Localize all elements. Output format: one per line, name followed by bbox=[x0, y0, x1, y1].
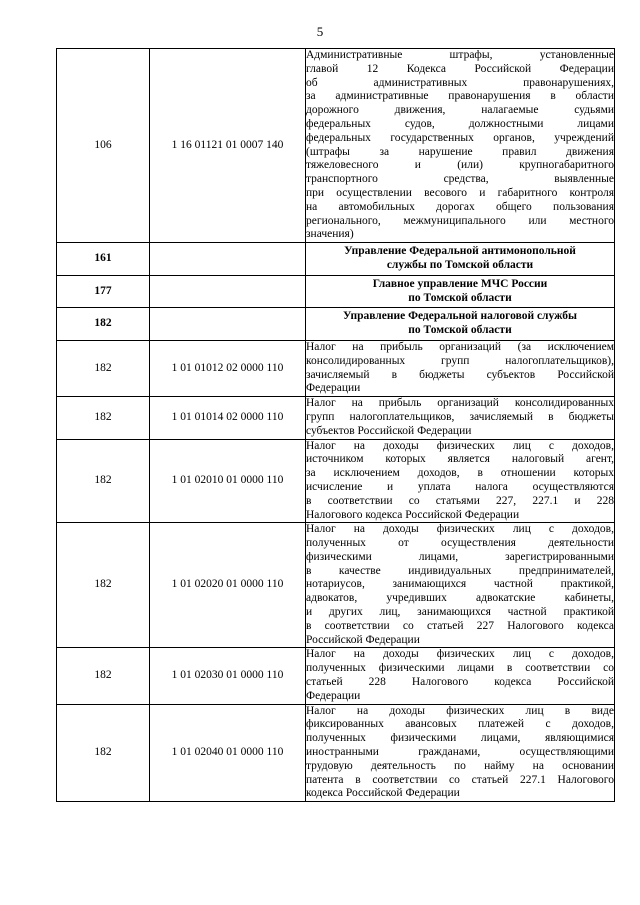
table-section-row bbox=[57, 308, 615, 341]
table-row bbox=[57, 397, 615, 439]
revenue-name-line: исчисление и уплата налога осуществляются bbox=[306, 480, 614, 493]
table-row bbox=[57, 439, 615, 523]
revenue-name-line: Административные штрафы, установленные bbox=[306, 49, 614, 61]
revenue-name-line: федеральных судов, должностными лицами bbox=[306, 117, 614, 130]
admin-code-cell: 182 bbox=[57, 704, 150, 802]
table-section-row bbox=[57, 275, 615, 308]
table-row bbox=[57, 340, 615, 396]
revenue-name-cell bbox=[306, 397, 615, 439]
revenue-name-line: в соответствии со статьей 227 Налогового кодекса bbox=[306, 619, 614, 632]
revenue-name-line: транспортного средства, выявленные bbox=[306, 173, 614, 186]
admin-code-cell: 182 bbox=[57, 439, 150, 523]
budget-class-code-cell: 1 01 02040 01 0000 110 bbox=[150, 704, 306, 802]
revenue-name-line: физическими лицами, зарегистрированными bbox=[306, 550, 614, 563]
admin-code-cell: 106 bbox=[57, 49, 150, 243]
revenue-name-line: значения) bbox=[306, 228, 354, 241]
table-row bbox=[57, 49, 615, 243]
revenue-name-line: источником которых является налоговый агент, bbox=[306, 453, 614, 466]
revenue-name-line: патента в соответствии со статьей 227.1 Налогового bbox=[306, 773, 614, 786]
revenue-name-line: фиксированных авансовых платежей с доходов, bbox=[306, 718, 614, 731]
revenue-name-line: при осуществлении весового и габаритного контроля bbox=[306, 186, 614, 199]
revenue-name-cell bbox=[306, 523, 615, 648]
revenue-name-line: адвокатов, учредивших адвокатские кабинеты, bbox=[306, 592, 614, 605]
revenue-name-cell bbox=[306, 340, 615, 396]
revenue-name-line: за административные правонарушения в области bbox=[306, 90, 614, 103]
revenue-name-line: Налог на доходы физических лиц с доходов, bbox=[306, 523, 614, 536]
revenue-name-cell bbox=[306, 49, 615, 243]
revenue-name-line: (штрафы за нарушение правил движения bbox=[306, 145, 614, 158]
budget-class-code-cell bbox=[150, 308, 306, 341]
revenue-name-line: Налог на доходы физических лиц с доходов, bbox=[306, 439, 614, 452]
budget-class-code-cell: 1 01 02010 01 0000 110 bbox=[150, 439, 306, 523]
revenue-name-line: иностранными гражданами, осуществляющими bbox=[306, 746, 614, 759]
revenue-name-line: об административных правонарушениях, bbox=[306, 76, 614, 89]
table-row bbox=[57, 523, 615, 648]
revenue-name-line: групп налогоплательщиков, зачисляемый в бюджеты bbox=[306, 410, 614, 423]
revenue-name-line: по Томской области bbox=[408, 291, 512, 304]
admin-code-cell: 182 bbox=[57, 648, 150, 704]
revenue-name-line: в соответствии со статьями 227, 227.1 и 228 bbox=[306, 494, 614, 507]
revenue-name-cell bbox=[306, 439, 615, 523]
admin-code-cell: 182 bbox=[57, 397, 150, 439]
revenue-name-line: Налог на доходы физических лиц в виде bbox=[306, 704, 614, 717]
revenue-name-line: Налогового кодекса Российской Федерации bbox=[306, 508, 520, 521]
revenue-name-line: за исключением доходов, в отношении которых bbox=[306, 467, 614, 480]
budget-class-code-cell: 1 01 01012 02 0000 110 bbox=[150, 340, 306, 396]
admin-code-cell: 161 bbox=[57, 243, 150, 276]
revenue-name-line: полученных от осуществления деятельности bbox=[306, 537, 614, 550]
revenue-name-line: службы по Томской области bbox=[386, 258, 534, 271]
revenue-name-line: регионального, межмуниципального или местного bbox=[306, 214, 614, 227]
revenue-name-line: трудовую деятельность по найму на основании bbox=[306, 759, 614, 772]
budget-class-code-cell bbox=[150, 243, 306, 276]
revenue-name-line: Управление Федеральной антимонопольной bbox=[344, 245, 576, 258]
revenue-name-line: по Томской области bbox=[408, 324, 512, 337]
revenue-name-line: консолидированных групп налогоплательщиков), bbox=[306, 354, 614, 367]
table-row bbox=[57, 704, 615, 802]
revenue-name-line: Налог на прибыль организаций (за исключением bbox=[306, 340, 614, 353]
budget-class-code-cell: 1 01 02020 01 0000 110 bbox=[150, 523, 306, 648]
revenue-name-line: и других лиц, занимающихся частной практикой bbox=[306, 606, 614, 619]
revenue-name-line: Налог на прибыль организаций консолидированных bbox=[306, 397, 614, 410]
revenue-name-line: дорожного движения, налагаемые судьями bbox=[306, 104, 614, 117]
budget-code-table bbox=[56, 48, 615, 802]
revenue-name-cell bbox=[306, 275, 615, 308]
revenue-name-cell bbox=[306, 243, 615, 276]
revenue-name-line: тяжеловесного и (или) крупногабаритного bbox=[306, 159, 614, 172]
admin-code-cell: 182 bbox=[57, 308, 150, 341]
revenue-name-line: Главное управление МЧС России bbox=[372, 277, 548, 290]
revenue-name-line: Налог на доходы физических лиц с доходов, bbox=[306, 648, 614, 661]
revenue-name-line: субъектов Российской Федерации bbox=[306, 424, 472, 437]
revenue-name-line: в качестве индивидуальных предпринимателей, bbox=[306, 564, 614, 577]
revenue-name-line: федеральных государственных органов, учреждений bbox=[306, 131, 614, 144]
revenue-name-line: на автомобильных дорогах общего пользования bbox=[306, 200, 614, 213]
revenue-name-line: Федерации bbox=[306, 382, 361, 395]
admin-code-cell: 177 bbox=[57, 275, 150, 308]
revenue-name-line: кодекса Российской Федерации bbox=[306, 787, 460, 800]
revenue-name-line: главой 12 Кодекса Российской Федерации bbox=[306, 62, 614, 75]
revenue-name-line: полученных физическими лицами в соответствии со bbox=[306, 662, 614, 675]
budget-class-code-cell: 1 01 01014 02 0000 110 bbox=[150, 397, 306, 439]
revenue-name-line: Управление Федеральной налоговой службы bbox=[342, 310, 578, 323]
table-section-row bbox=[57, 243, 615, 276]
revenue-name-cell bbox=[306, 308, 615, 341]
revenue-name-line: зачисляемый в бюджеты субъектов Российской bbox=[306, 368, 614, 381]
budget-class-code-cell bbox=[150, 275, 306, 308]
revenue-name-line: Федерации bbox=[306, 689, 361, 702]
revenue-name-line: статьей 228 Налогового кодекса Российской bbox=[306, 676, 614, 689]
revenue-name-cell bbox=[306, 704, 615, 802]
revenue-name-line: нотариусов, занимающихся частной практикой, bbox=[306, 578, 614, 591]
table-row bbox=[57, 648, 615, 704]
revenue-name-line: полученных физическими лицами, являющимися bbox=[306, 732, 614, 745]
admin-code-cell: 182 bbox=[57, 340, 150, 396]
budget-class-code-cell: 1 16 01121 01 0007 140 bbox=[150, 49, 306, 243]
revenue-name-cell bbox=[306, 648, 615, 704]
page-number: 5 bbox=[316, 24, 324, 39]
admin-code-cell: 182 bbox=[57, 523, 150, 648]
revenue-name-line: Российской Федерации bbox=[306, 633, 420, 646]
budget-class-code-cell: 1 01 02030 01 0000 110 bbox=[150, 648, 306, 704]
